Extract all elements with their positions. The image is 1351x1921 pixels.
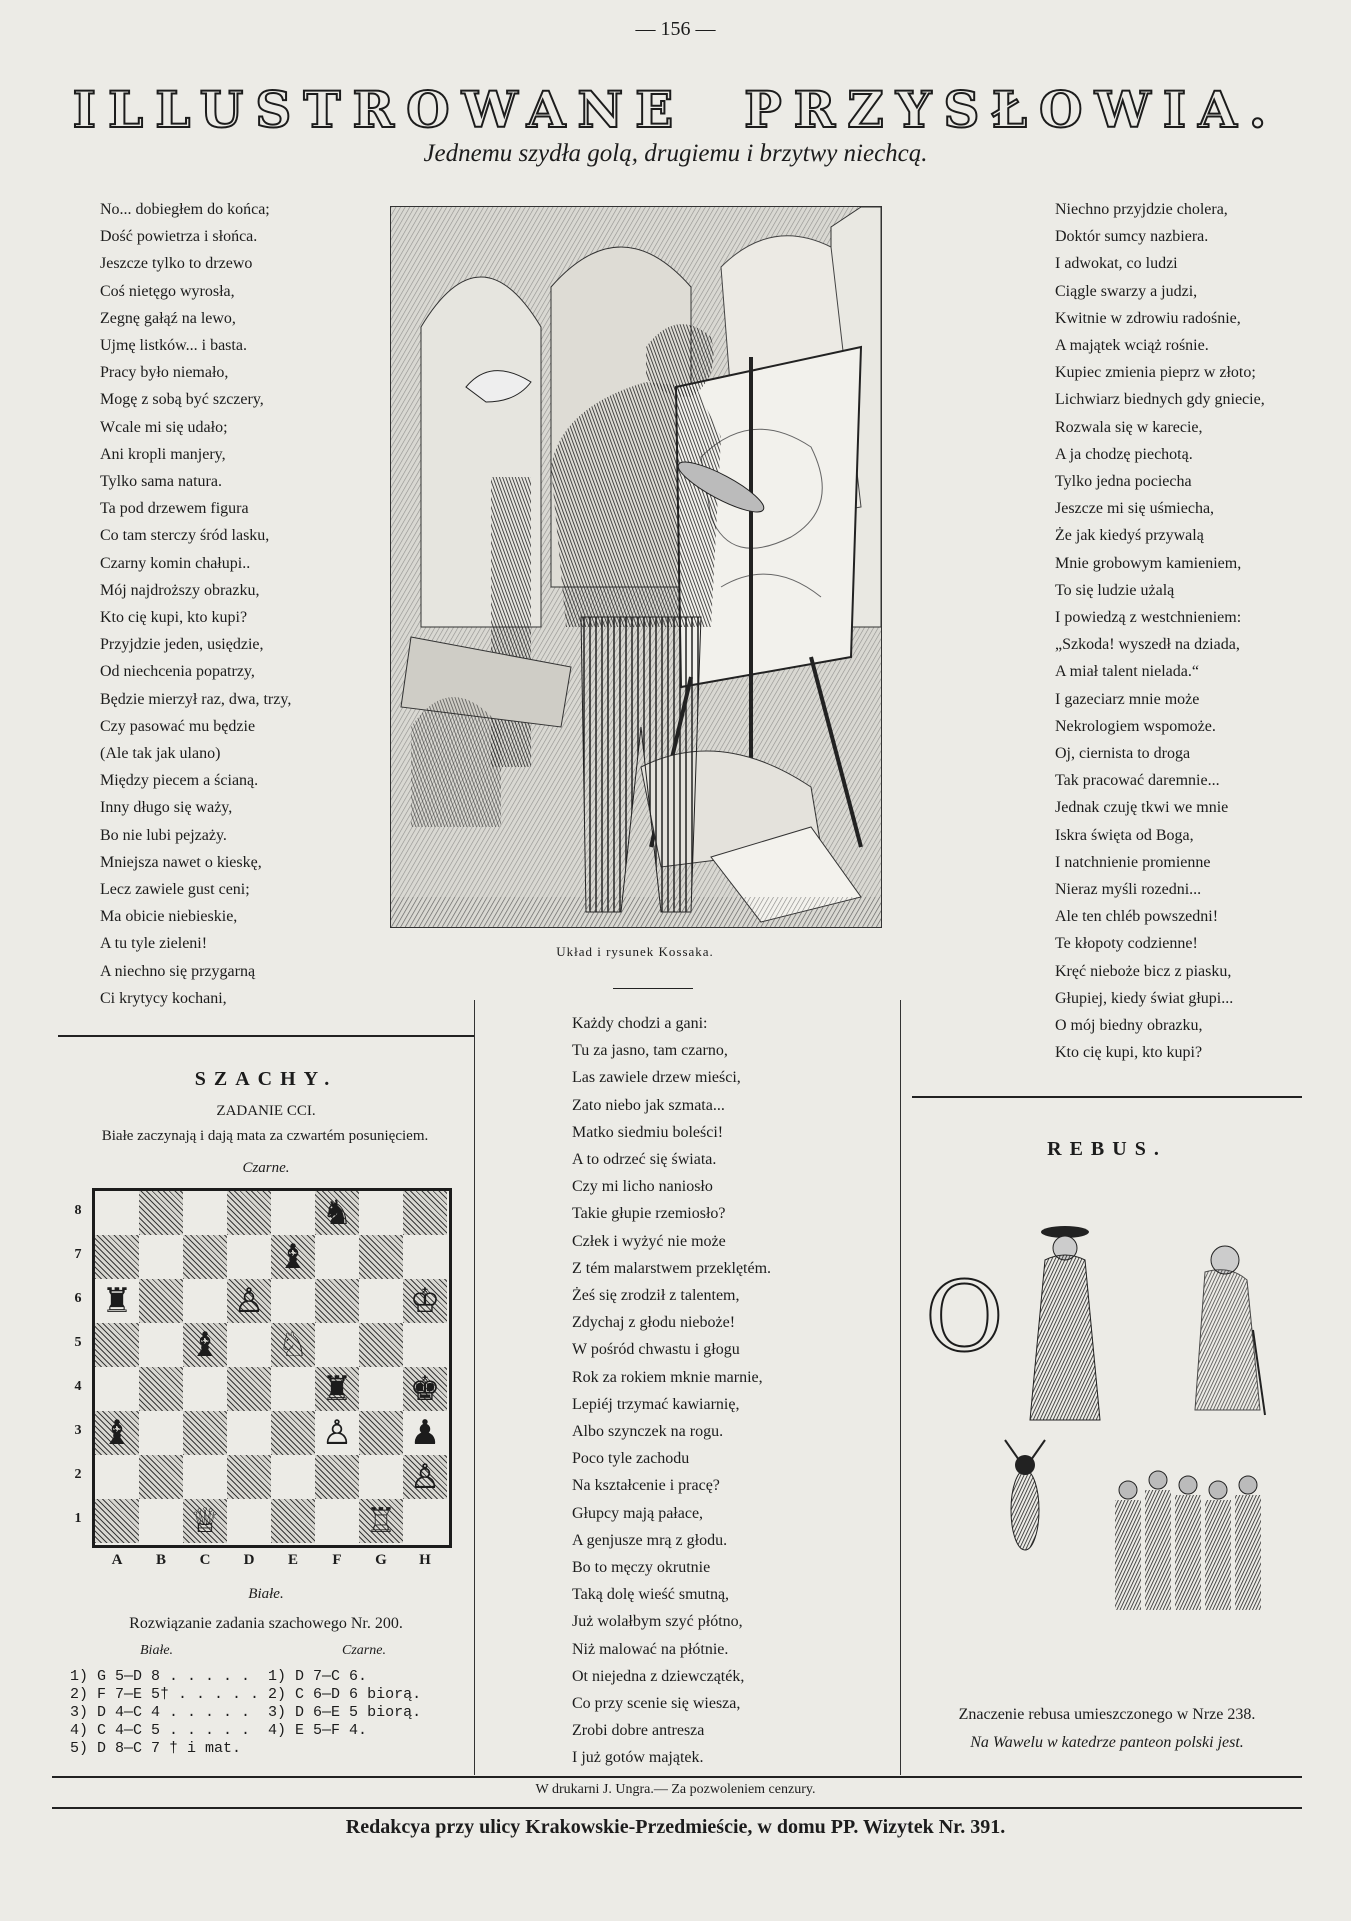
poem-line: Mniejsza nawet o kieskę, [100,853,262,871]
chess-square-e2 [271,1455,315,1499]
chess-piece-e7: ♝ [277,1237,309,1277]
chess-solution-title: Rozwiązanie zadania szachowego Nr. 200. [129,1615,403,1632]
rebus-heading: REBUS. [1047,1138,1167,1160]
poem-right-column [1055,196,1265,1067]
rebus-letter: O [925,1261,1004,1373]
page-title [0,80,1351,139]
poem-line: Ale ten chléb powszedni! [1055,908,1219,926]
solution-black-move: 3) D 6—E 5 biorą. [268,1704,422,1721]
poem-line: O mój biedny obrazku, [1055,1017,1203,1035]
poem-line: Zegnę gałąź na lewo, [100,309,236,327]
chess-square-a8 [95,1191,139,1235]
chess-square-a5 [95,1323,139,1367]
chess-piece-a3: ♝ [101,1413,133,1453]
chess-heading: SZACHY. [194,1068,338,1090]
chess-piece-g1: ♖ [365,1501,397,1541]
poem-line: Jeszcze mi się uśmiecha, [1055,500,1215,518]
rebus-priest-figure [1030,1226,1100,1420]
rebus-answer-intro: Znaczenie rebusa umieszczonego w Nrze 238. [958,1706,1256,1723]
file-label: F [332,1552,342,1568]
poem-line: Bo nie lubi pejzaży. [100,826,227,844]
chess-square-a1 [95,1499,139,1543]
chess-piece-f8: ♞ [321,1193,353,1233]
solution-black-move: 4) E 5—F 4. [268,1722,368,1739]
poem-line: Ciągle swarzy a judzi, [1055,282,1198,300]
poem-line: Niż malować na płótnie. [572,1640,729,1658]
poem-line: Każdy chodzi a gani: [572,1015,708,1032]
page-number: — 156 — [635,18,716,40]
rebus-group-of-men-figure [1115,1471,1261,1610]
poem-line: Ci krytycy kochani, [100,989,227,1007]
chess-square-g6 [359,1279,403,1323]
file-label: A [111,1552,123,1568]
poem-line: Na kształcenie i pracę? [572,1477,720,1495]
chess-piece-h6: ♔ [409,1281,441,1321]
solution-black-move: 2) C 6—D 6 biorą. [268,1686,422,1703]
chess-square-c6 [183,1279,227,1323]
chess-square-g5 [359,1323,403,1367]
solution-row [70,1740,421,1758]
chess-square-a7 [95,1235,139,1279]
poem-line: Kto cię kupi, kto kupi? [100,609,248,627]
poem-line: Tylko sama natura. [100,473,222,491]
chess-square-b2 [139,1455,183,1499]
poem-line: Lecz zawiele gust ceni; [100,881,250,899]
rebus-old-woman-figure [1195,1246,1265,1415]
poem-left-column [100,196,291,1012]
rebus-insect-figure [1005,1440,1045,1550]
chess-top-rule [58,1035,474,1037]
chess-square-d2 [227,1455,271,1499]
chess-square-g8 [359,1191,403,1235]
poem-line: Przyjdzie jeden, usiędzie, [100,636,264,654]
chess-square-b4 [139,1367,183,1411]
chess-instruction: Białe zaczynają i dają mata za czwartém posunięciem. [101,1128,429,1144]
poem-line: Mnie grobowym kamieniem, [1055,554,1242,572]
poem-line: Tylko jedna pociecha [1055,473,1192,491]
chess-square-c2 [183,1455,227,1499]
solution-white-move: 5) D 8—C 7 † i mat. [70,1740,269,1757]
engraving-art [391,207,881,927]
chess-piece-f3: ♙ [321,1413,353,1453]
chess-square-c4 [183,1367,227,1411]
footer-rule-top [52,1776,1302,1778]
chess-square-a4 [95,1367,139,1411]
poem-line: Bo to męczy okrutnie [572,1559,711,1577]
chess-square-d7 [227,1235,271,1279]
chess-square-f7 [315,1235,359,1279]
poem-line: Taką dolę wieść smutną, [572,1586,730,1604]
poem-line: Czy pasować mu będzie [100,717,256,735]
solution-white-move: 3) D 4—C 4 . . . . . [70,1704,269,1721]
poem-line: Las zawiele drzew mieści, [572,1069,741,1087]
poem-line: Rok za rokiem mknie marnie, [572,1368,763,1386]
rebus-column-divider [900,1000,901,1775]
rank-label: 7 [74,1247,82,1262]
poem-line: Co tam sterczy śród lasku, [100,527,270,545]
poem-line: Lichwiarz biednych gdy gniecie, [1055,391,1265,409]
chess-square-d3 [227,1411,271,1455]
poem-line: Inny długo się waży, [100,799,233,817]
poem-line: A ja chodzę piechotą. [1055,445,1193,463]
poem-line: W pośród chwastu i głogu [572,1341,740,1359]
rebus-answer: Na Wawelu w katedrze panteon polski jest. [970,1734,1244,1751]
chess-square-e3 [271,1411,315,1455]
poem-line: A niechno się przygarną [100,962,256,980]
poem-line: Żeś się zrodził z talentem, [572,1287,740,1305]
file-label: C [199,1552,211,1568]
chess-square-g3 [359,1411,403,1455]
poem-line: Matko siedmiu boleści! [572,1123,724,1141]
poem-line: Iskra święta od Boga, [1055,826,1194,844]
file-label: D [243,1552,255,1568]
chess-square-h7 [403,1235,447,1279]
poem-line: Takie głupie rzemiosło? [572,1205,726,1223]
chess-square-g2 [359,1455,403,1499]
poem-line: Nieraz myśli rozedni... [1055,881,1202,899]
file-label: E [287,1552,298,1568]
poem-center-column [572,1010,771,1772]
poem-line: Zrobi dobre antresza [572,1722,705,1740]
poem-line: Co przy scenie się wiesza, [572,1695,741,1713]
footer-rule-bottom [52,1807,1302,1809]
poem-line: Czy mi licho naniosło [572,1178,713,1196]
solution-row [70,1704,421,1722]
poem-line: Nekrologiem wspomoże. [1055,717,1216,735]
chess-square-e6 [271,1279,315,1323]
chess-square-b8 [139,1191,183,1235]
poem-line: A to odrzeć się świata. [572,1151,717,1169]
chess-square-c3 [183,1411,227,1455]
chess-square-f2 [315,1455,359,1499]
poem-line: I gazeciarz mnie może [1055,690,1200,708]
poem-line: Jeszcze tylko to drzewo [100,255,253,273]
poem-line: Człek i wyżyć nie może [572,1232,726,1250]
solution-black-move: 1) D 7—C 6. [268,1668,368,1685]
poem-line: I powiedzą z westchnieniem: [1055,609,1242,627]
poem-line: No... dobiegłem do końca; [100,201,270,218]
chess-square-f6 [315,1279,359,1323]
chess-square-e1 [271,1499,315,1543]
chess-problem-number: ZADANIE CCI. [216,1103,316,1119]
illustration-caption: Układ i rysunek Kossaka. [556,944,714,959]
chess-square-b5 [139,1323,183,1367]
poem-line: Pracy było niemało, [100,364,229,382]
solution-row [70,1722,421,1740]
chess-column-divider [474,1000,475,1775]
poem-line: Kręć nieboże bicz z piasku, [1055,962,1232,980]
chess-piece-c1: ♕ [189,1501,221,1541]
poem-line: Głupcy mają pałace, [572,1504,704,1522]
poem-line: I natchnienie promienne [1055,853,1211,871]
poem-line: Albo szynczek na rogu. [572,1423,724,1441]
illustration-painter-at-easel [390,206,882,928]
poem-line: A majątek wciąż rośnie. [1055,337,1209,355]
poem-line: Będzie mierzył raz, dwa, trzy, [100,690,292,708]
rank-label: 4 [74,1379,82,1394]
chess-square-e4 [271,1367,315,1411]
poem-line: Ani kropli manjery, [100,445,226,463]
chess-white-label: Białe. [248,1586,284,1602]
chess-square-a2 [95,1455,139,1499]
solution-row [70,1686,421,1704]
chess-piece-c5: ♝ [189,1325,221,1365]
proverb-subtitle: Jednemu szydła golą, drugiemu i brzytwy niechcą. [423,140,928,167]
chess-square-f1 [315,1499,359,1543]
poem-line: Tu za jasno, tam czarno, [572,1042,728,1060]
poem-line: Dość powietrza i słońca. [100,228,258,246]
chess-piece-a6: ♜ [101,1281,133,1321]
file-label: B [155,1552,166,1568]
chess-board [92,1188,452,1548]
chess-square-d1 [227,1499,271,1543]
poem-line: Kupiec zmienia pieprz w złoto; [1055,364,1256,382]
chess-file-labels [95,1552,447,1572]
chess-solution-moves [70,1668,421,1758]
poem-line: Ujmę listków... i basta. [100,337,247,355]
poem-line: Między piecem a ścianą. [100,772,259,790]
poem-line: Niechno przyjdzie cholera, [1055,201,1228,218]
chess-square-g4 [359,1367,403,1411]
chess-square-d8 [227,1191,271,1235]
rank-label: 5 [74,1335,82,1350]
poem-line: Rozwala się w karecie, [1055,418,1203,436]
poem-line: Wcale mi się udało; [100,418,228,436]
chess-piece-h3: ♟ [409,1413,441,1453]
poem-line: Z tém malarstwem przeklętém. [572,1259,772,1277]
poem-line: Ma obicie niebieskie, [100,908,238,926]
poem-line: Zato niebo jak szmata... [572,1096,725,1114]
chess-rank-labels [70,1191,86,1543]
chess-piece-d6: ♙ [233,1281,265,1321]
poem-line: Od niechcenia popatrzy, [100,663,255,681]
chess-square-b6 [139,1279,183,1323]
poem-line: A miał talent nielada.“ [1055,663,1199,681]
title-word-1: ILLUSTROWANE [72,80,686,139]
poem-line: I już gotów majątek. [572,1749,704,1767]
poem-line: Kto cię kupi, kto kupi? [1055,1044,1203,1062]
poem-line: Głupiej, kiedy świat głupi... [1055,989,1234,1007]
chess-black-label: Czarne. [242,1160,290,1176]
poem-line: Coś nietęgo wyrosła, [100,282,235,300]
chess-square-h8 [403,1191,447,1235]
poem-line: Kwitnie w zdrowiu radośnie, [1055,309,1241,327]
chess-piece-e5: ♘ [277,1325,309,1365]
poem-line: Czarny komin chałupi.. [100,554,251,572]
poem-line: Lepiéj trzymać kawiarnię, [572,1395,740,1413]
chess-square-e8 [271,1191,315,1235]
printer-note: W drukarni J. Ungra.— Za pozwoleniem cenzury. [535,1782,816,1797]
rebus-top-rule [912,1096,1302,1098]
poem-line: Ta pod drzewem figura [100,500,249,518]
poem-line: Że jak kiedyś przywalą [1055,527,1204,545]
chess-square-b1 [139,1499,183,1543]
poem-line: Oj, ciernista to droga [1055,745,1191,763]
rank-label: 2 [74,1467,82,1482]
poem-line: A tu tyle zieleni! [100,935,208,953]
poem-line: Ot niejedna z dziewcząték, [572,1667,745,1685]
poem-line: Zdychaj z głodu nieboże! [572,1314,736,1332]
rank-label: 3 [74,1423,82,1438]
poem-line: Mogę z sobą być szczery, [100,391,264,409]
chess-square-g7 [359,1235,403,1279]
title-word-2: PRZYSŁOWIA. [744,80,1279,139]
poem-line: Mój najdroższy obrazku, [100,581,260,599]
poem-line: Jednak czuję tkwi we mnie [1055,799,1229,817]
rank-label: 6 [74,1291,82,1306]
file-label: G [375,1552,387,1568]
chess-square-h5 [403,1323,447,1367]
chess-square-h1 [403,1499,447,1543]
editorial-address: Redakcya przy ulicy Krakowskie-Przedmieście, w domu PP. Wizytek Nr. 391. [345,1816,1006,1838]
poem-line: (Ale tak jak ulano) [100,745,221,763]
solution-black-header: Czarne. [342,1643,386,1658]
page-number-value: 156 [660,18,691,40]
poem-line: To się ludzie użalą [1055,581,1175,599]
solution-white-move: 4) C 4—C 5 . . . . . [70,1722,269,1739]
chess-square-c8 [183,1191,227,1235]
solution-white-header: Białe. [140,1643,174,1658]
chess-piece-h4: ♚ [409,1369,441,1409]
poem-line: „Szkoda! wyszedł na dziada, [1055,636,1240,654]
chess-square-d4 [227,1367,271,1411]
poem-line: Te kłopoty codzienne! [1055,935,1198,953]
rebus-pictures [985,1210,1305,1630]
chess-square-b3 [139,1411,183,1455]
poem-line: A genjusze mrą z głodu. [572,1531,728,1549]
poem-line: Poco tyle zachodu [572,1450,690,1468]
poem-line: Doktór sumcy nazbiera. [1055,228,1209,246]
solution-white-move: 1) G 5—D 8 . . . . . [70,1668,269,1685]
chess-piece-f4: ♜ [321,1369,353,1409]
poem-line: I adwokat, co ludzi [1055,255,1178,273]
solution-row [70,1668,421,1686]
chess-square-d5 [227,1323,271,1367]
solution-white-move: 2) F 7—E 5† . . . . . [70,1686,269,1703]
poem-line: Tak pracować daremnie... [1055,772,1220,790]
chess-square-f5 [315,1323,359,1367]
caption-rule [613,988,693,989]
chess-square-b7 [139,1235,183,1279]
file-label: H [419,1552,431,1568]
rank-label: 1 [74,1511,82,1526]
chess-square-c7 [183,1235,227,1279]
poem-line: Już wolałbym szyć płótno, [572,1613,743,1631]
chess-piece-h2: ♙ [409,1457,441,1497]
rank-label: 8 [74,1203,82,1218]
